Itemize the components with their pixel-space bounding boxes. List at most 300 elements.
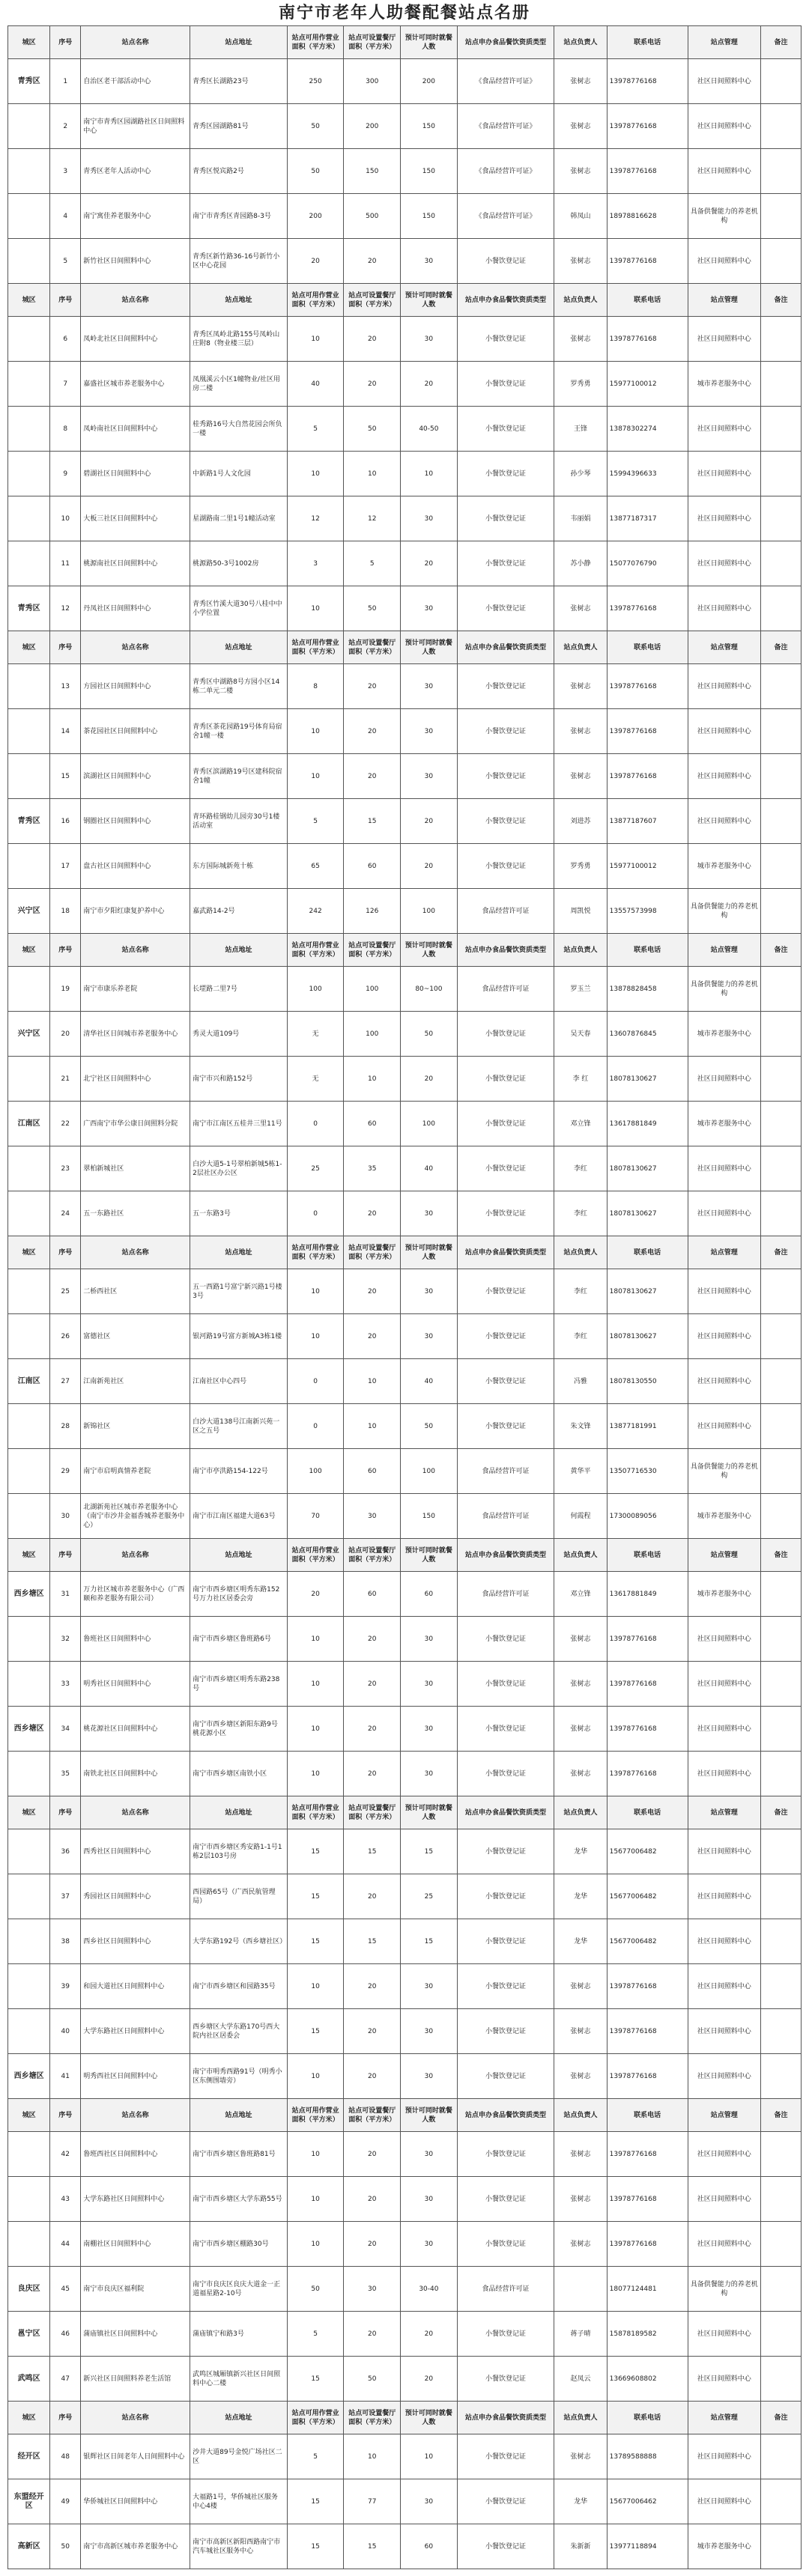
table-cell: 20	[344, 1191, 401, 1236]
table-cell: 朱新新	[554, 2524, 607, 2569]
table-cell: 食品经营许可证	[457, 1572, 554, 1617]
table-cell: 60	[344, 1449, 401, 1494]
district-cell: 邕宁区	[8, 2312, 50, 2357]
table-cell: 清华社区日间城市养老服务中心	[81, 1012, 190, 1057]
table-cell: 银河路19号富方新城A3栋1楼	[190, 1314, 288, 1359]
district-cell	[8, 2222, 50, 2267]
table-cell	[760, 1012, 801, 1057]
table-cell: 15	[344, 2524, 401, 2569]
table-cell: 南宁市明秀西路91号（明秀小区东侧围墙旁）	[190, 2054, 288, 2099]
table-cell	[760, 799, 801, 844]
table-cell: 南棚社区日间照料中心	[81, 2222, 190, 2267]
table-cell: 20	[344, 1269, 401, 1314]
table-header-row	[8, 1539, 802, 1572]
column-header: 序号	[50, 2402, 81, 2434]
table-cell: 20	[344, 1874, 401, 1919]
station-table	[7, 25, 802, 2569]
table-cell: 秀园社区日间照料中心	[81, 1874, 190, 1919]
table-cell: 40	[401, 1359, 458, 1404]
table-cell: 30	[50, 1494, 81, 1539]
table-cell: 中新路1号人文化园	[190, 452, 288, 496]
table-cell: 80~100	[401, 967, 458, 1012]
table-cell: 五一东路社区	[81, 1191, 190, 1236]
column-header: 备注	[760, 2402, 801, 2434]
table-cell: 18	[50, 889, 81, 934]
table-cell: 社区日间照料中心	[688, 1404, 760, 1449]
table-cell: 自治区老干部活动中心	[81, 59, 190, 104]
table-cell: 10	[344, 452, 401, 496]
table-cell: 华侨城社区日间照料中心	[81, 2479, 190, 2524]
district-cell: 西乡塘区	[8, 1572, 50, 1617]
table-cell: 无	[287, 1057, 344, 1102]
table-cell: 47	[50, 2357, 81, 2402]
table-cell: 西乡塘区大学东路170号西大院内社区居委会	[190, 2009, 288, 2054]
table-cell	[760, 407, 801, 452]
table-cell: 10	[344, 2434, 401, 2479]
table-cell	[760, 59, 801, 104]
column-header: 站点申办食品餐饮资质类型	[457, 284, 554, 317]
table-cell: 翠柏新城社区	[81, 1146, 190, 1191]
table-cell: 10	[287, 1269, 344, 1314]
table-cell: 20	[344, 1617, 401, 1662]
table-cell: 65	[287, 844, 344, 889]
table-cell	[760, 1102, 801, 1146]
table-cell: 青秀区中湖路8号方园小区14栋二单元二楼	[190, 664, 288, 709]
table-cell: 丹凤社区日间照料中心	[81, 586, 190, 631]
table-cell: 15677006482	[607, 1919, 688, 1964]
table-cell: 城市养老服务中心	[688, 1012, 760, 1057]
table-cell: 社区日间照料中心	[688, 664, 760, 709]
table-cell: 凤凰溪云小区1幢物业/社区用房二楼	[190, 362, 288, 407]
table-cell: 城市养老服务中心	[688, 362, 760, 407]
district-cell: 青秀区	[8, 59, 50, 104]
table-cell: 鲁班社区日间照料中心	[81, 1617, 190, 1662]
table-row	[8, 1919, 802, 1964]
column-header: 站点申办食品餐饮资质类型	[457, 2099, 554, 2132]
table-cell	[760, 1617, 801, 1662]
table-cell: 20	[401, 1057, 458, 1102]
table-row	[8, 1191, 802, 1236]
table-cell: 18078130627	[607, 1314, 688, 1359]
column-header: 站点申办食品餐饮资质类型	[457, 1539, 554, 1572]
table-cell	[760, 496, 801, 541]
column-header: 站点可设置餐厅面积（平方米）	[344, 1539, 401, 1572]
table-cell: 40	[50, 2009, 81, 2054]
table-cell: 18978816628	[607, 194, 688, 239]
table-cell: 青秀区茶花园路19号体育局宿舍1幢一楼	[190, 709, 288, 754]
table-cell: 南宁市青秀区园湖路社区日间照料中心	[81, 104, 190, 149]
table-cell: 30	[401, 1662, 458, 1707]
table-cell: 食品经营许可证	[457, 1494, 554, 1539]
district-cell: 兴宁区	[8, 1012, 50, 1057]
table-cell: 242	[287, 889, 344, 934]
column-header: 站点名称	[81, 26, 190, 59]
district-cell	[8, 1449, 50, 1494]
table-cell: 40-50	[401, 407, 458, 452]
table-cell: 具备供餐能力的养老机构	[688, 2267, 760, 2312]
table-cell: 10	[287, 317, 344, 362]
table-cell: 19	[50, 967, 81, 1012]
column-header: 站点负责人	[554, 2099, 607, 2132]
table-cell: 东方国际城新苑十栋	[190, 844, 288, 889]
table-cell: 食品经营许可证	[457, 1449, 554, 1494]
table-cell: 南宁市西乡塘区新阳东路9号桃花源小区	[190, 1707, 288, 1752]
table-cell: 20	[401, 844, 458, 889]
table-cell	[760, 2132, 801, 2177]
table-cell: 张树志	[554, 239, 607, 284]
table-cell: 13978776168	[607, 104, 688, 149]
table-cell: 南宁市西乡塘区鲁班路81号	[190, 2132, 288, 2177]
table-cell: 《食品经营许可证》	[457, 104, 554, 149]
table-cell: 13789588888	[607, 2434, 688, 2479]
column-header: 备注	[760, 1236, 801, 1269]
column-header: 站点管理	[688, 1796, 760, 1829]
district-cell	[8, 194, 50, 239]
table-row	[8, 496, 802, 541]
table-cell	[760, 2267, 801, 2312]
table-row	[8, 1269, 802, 1314]
table-row	[8, 2434, 802, 2479]
table-cell	[760, 1494, 801, 1539]
table-cell: 广西南宁市华公康日间照料分院	[81, 1102, 190, 1146]
table-cell: 20	[401, 362, 458, 407]
column-header: 联系电话	[607, 2099, 688, 2132]
table-cell: 13978776168	[607, 1617, 688, 1662]
table-cell	[760, 2524, 801, 2569]
column-header: 城区	[8, 1539, 50, 1572]
column-header: 序号	[50, 26, 81, 59]
table-cell: 10	[344, 1359, 401, 1404]
column-header: 站点管理	[688, 2402, 760, 2434]
table-cell: 小餐饮登记证	[457, 452, 554, 496]
table-cell: 具备供餐能力的养老机构	[688, 194, 760, 239]
table-cell: 18077124481	[607, 2267, 688, 2312]
column-header: 站点可设置餐厅面积（平方米）	[344, 2402, 401, 2434]
table-cell: 30	[401, 2222, 458, 2267]
table-cell	[760, 1146, 801, 1191]
table-cell: 罗秀勇	[554, 362, 607, 407]
table-cell: 10	[287, 1617, 344, 1662]
table-cell: 250	[287, 59, 344, 104]
table-cell: 18078130627	[607, 1057, 688, 1102]
column-header: 站点地址	[190, 2099, 288, 2132]
table-cell: 社区日间照料中心	[688, 239, 760, 284]
district-cell	[8, 541, 50, 586]
table-cell: 桃源路50-3号1002房	[190, 541, 288, 586]
column-header: 站点名称	[81, 1539, 190, 1572]
table-cell: 青秀区园湖路81号	[190, 104, 288, 149]
table-cell: 南宁市西乡塘区明秀东路238号	[190, 1662, 288, 1707]
table-cell: 60	[344, 1572, 401, 1617]
table-cell: 5	[287, 407, 344, 452]
table-cell: 小餐饮登记证	[457, 1359, 554, 1404]
table-cell	[760, 1919, 801, 1964]
table-row	[8, 1829, 802, 1874]
table-cell: 0	[287, 1404, 344, 1449]
table-cell: 社区日间照料中心	[688, 754, 760, 799]
table-cell: 吴天春	[554, 1012, 607, 1057]
table-cell: 小餐饮登记证	[457, 496, 554, 541]
table-cell: 周凯悦	[554, 889, 607, 934]
district-cell: 良庆区	[8, 2267, 50, 2312]
column-header: 站点可设置餐厅面积（平方米）	[344, 284, 401, 317]
column-header: 站点管理	[688, 1539, 760, 1572]
column-header: 序号	[50, 631, 81, 664]
table-header-row	[8, 1796, 802, 1829]
table-cell: 南宁市西乡塘区棚路30号	[190, 2222, 288, 2267]
table-cell: 小餐饮登记证	[457, 2177, 554, 2222]
table-cell: 青环路桂钢幼儿园旁30号1楼活动室	[190, 799, 288, 844]
district-cell: 西乡塘区	[8, 1707, 50, 1752]
table-cell: 20	[344, 1752, 401, 1796]
table-cell: 白沙大道138号江南新兴苑一区之五号	[190, 1404, 288, 1449]
table-cell: 社区日间照料中心	[688, 709, 760, 754]
table-cell: 嘉武路14-2号	[190, 889, 288, 934]
table-cell: 城市养老服务中心	[688, 844, 760, 889]
table-cell: 二桥西社区	[81, 1269, 190, 1314]
table-cell: 40	[401, 1146, 458, 1191]
table-cell: 17	[50, 844, 81, 889]
table-cell	[760, 362, 801, 407]
table-cell: 桃源南社区日间照料中心	[81, 541, 190, 586]
table-cell: 42	[50, 2132, 81, 2177]
table-cell: 15	[344, 1919, 401, 1964]
table-header-row	[8, 2099, 802, 2132]
table-cell: 13978776168	[607, 2054, 688, 2099]
table-cell: 18078130550	[607, 1359, 688, 1404]
table-cell	[760, 1404, 801, 1449]
district-cell	[8, 844, 50, 889]
table-cell: 社区日间照料中心	[688, 104, 760, 149]
table-cell: 青秀区新竹路36-16号新竹小区中心花园	[190, 239, 288, 284]
table-cell: 南宁市西乡塘区秀安路1-1号1栋2层103号房	[190, 1829, 288, 1874]
table-cell: 30	[344, 2267, 401, 2312]
column-header: 城区	[8, 26, 50, 59]
column-header: 站点地址	[190, 934, 288, 967]
table-cell: 77	[344, 2479, 401, 2524]
table-cell	[760, 754, 801, 799]
table-cell: 碧湖社区日间照料中心	[81, 452, 190, 496]
table-row	[8, 317, 802, 362]
table-cell: 社区日间照料中心	[688, 2009, 760, 2054]
table-cell: 31	[50, 1572, 81, 1617]
column-header: 联系电话	[607, 1539, 688, 1572]
district-cell	[8, 709, 50, 754]
table-cell: 41	[50, 2054, 81, 2099]
table-cell: 30	[401, 1314, 458, 1359]
table-cell: 28	[50, 1404, 81, 1449]
table-cell: 大学东路社区日间照料中心	[81, 2177, 190, 2222]
table-cell: 社区日间照料中心	[688, 2357, 760, 2402]
table-cell: 李红	[554, 1146, 607, 1191]
table-cell: 22	[50, 1102, 81, 1146]
column-header: 站点名称	[81, 2099, 190, 2132]
table-cell: 12	[344, 496, 401, 541]
table-cell: 张树志	[554, 317, 607, 362]
column-header: 站点申办食品餐饮资质类型	[457, 26, 554, 59]
district-cell: 西乡塘区	[8, 2054, 50, 2099]
table-row	[8, 2267, 802, 2312]
table-row	[8, 59, 802, 104]
district-cell	[8, 1662, 50, 1707]
table-cell: 17300089056	[607, 1494, 688, 1539]
table-cell	[760, 1829, 801, 1874]
table-cell: 黄华平	[554, 1449, 607, 1494]
column-header: 站点可用作营业面积（平方米）	[287, 1539, 344, 1572]
table-header-row	[8, 284, 802, 317]
table-cell: 18078130627	[607, 1146, 688, 1191]
table-row	[8, 1874, 802, 1919]
table-cell: 30	[401, 1707, 458, 1752]
table-cell: 茶花园社区日间照料中心	[81, 709, 190, 754]
column-header: 序号	[50, 1236, 81, 1269]
table-cell: 10	[50, 496, 81, 541]
table-cell: 龙华	[554, 1829, 607, 1874]
district-cell	[8, 1404, 50, 1449]
table-row	[8, 709, 802, 754]
column-header: 备注	[760, 26, 801, 59]
table-cell: 冯雅	[554, 1359, 607, 1404]
table-cell: 南宁市西乡塘区大学东路55号	[190, 2177, 288, 2222]
table-cell: 30	[401, 2132, 458, 2177]
table-cell: 20	[401, 541, 458, 586]
table-cell: 30	[401, 2054, 458, 2099]
column-header: 站点名称	[81, 2402, 190, 2434]
table-cell: 30	[401, 709, 458, 754]
table-cell: 49	[50, 2479, 81, 2524]
column-header: 预计可同时就餐人数	[401, 284, 458, 317]
column-header: 站点可设置餐厅面积（平方米）	[344, 631, 401, 664]
table-cell: 20	[344, 2222, 401, 2267]
district-cell	[8, 362, 50, 407]
table-cell: 36	[50, 1829, 81, 1874]
table-cell: 20	[344, 317, 401, 362]
table-row	[8, 2054, 802, 2099]
table-cell: 37	[50, 1874, 81, 1919]
table-cell: 20	[50, 1012, 81, 1057]
district-cell	[8, 317, 50, 362]
table-cell: 蒲庙镇宁和路3号	[190, 2312, 288, 2357]
table-cell: 南宁市良庆区良庆大道金一正道福星路2-10号	[190, 2267, 288, 2312]
district-cell	[8, 1874, 50, 1919]
table-cell: 桂秀路16号大自然花园会所负一楼	[190, 407, 288, 452]
table-cell: 18078130627	[607, 1269, 688, 1314]
table-cell: 15977100012	[607, 362, 688, 407]
table-cell: 南宁寓佳养老服务中心	[81, 194, 190, 239]
table-cell: 30	[401, 2177, 458, 2222]
table-cell: 小餐饮登记证	[457, 1146, 554, 1191]
column-header: 站点申办食品餐饮资质类型	[457, 2402, 554, 2434]
table-cell: 15994396633	[607, 452, 688, 496]
table-cell: 小餐饮登记证	[457, 407, 554, 452]
table-row	[8, 1057, 802, 1102]
column-header: 站点名称	[81, 1236, 190, 1269]
table-cell: 35	[50, 1752, 81, 1796]
table-cell: 北湖新苑社区城市养老服务中心（南宁市沙井金福香城养老服务中心）	[81, 1494, 190, 1539]
table-cell: 8	[50, 407, 81, 452]
table-cell	[760, 194, 801, 239]
table-cell: 14	[50, 709, 81, 754]
table-cell: 15677006482	[607, 1829, 688, 1874]
column-header: 城区	[8, 2402, 50, 2434]
table-cell: 50	[344, 586, 401, 631]
table-cell: 30	[401, 1752, 458, 1796]
district-cell	[8, 1829, 50, 1874]
table-cell: 社区日间照料中心	[688, 1752, 760, 1796]
table-cell: 5	[287, 799, 344, 844]
table-cell	[760, 104, 801, 149]
table-cell: 5	[344, 541, 401, 586]
table-cell	[760, 889, 801, 934]
district-cell: 东盟经开区	[8, 2479, 50, 2524]
column-header: 站点名称	[81, 284, 190, 317]
table-cell	[760, 541, 801, 586]
table-cell: 10	[287, 1662, 344, 1707]
table-cell: 30	[401, 754, 458, 799]
table-cell: 小餐饮登记证	[457, 2434, 554, 2479]
table-header-row	[8, 631, 802, 664]
table-cell: 社区日间照料中心	[688, 59, 760, 104]
column-header: 序号	[50, 2099, 81, 2132]
table-cell: 48	[50, 2434, 81, 2479]
table-cell: 30	[401, 496, 458, 541]
table-cell: 小餐饮登记证	[457, 1617, 554, 1662]
table-cell: 30	[401, 1964, 458, 2009]
table-row	[8, 2222, 802, 2267]
table-cell: 15977100012	[607, 844, 688, 889]
table-cell: 20	[344, 709, 401, 754]
table-cell: 社区日间照料中心	[688, 1269, 760, 1314]
table-cell: 13507716530	[607, 1449, 688, 1494]
table-cell	[760, 2434, 801, 2479]
table-cell: 小餐饮登记证	[457, 2222, 554, 2267]
column-header: 站点可设置餐厅面积（平方米）	[344, 1796, 401, 1829]
table-cell: 小餐饮登记证	[457, 1057, 554, 1102]
column-header: 预计可同时就餐人数	[401, 1539, 458, 1572]
district-cell	[8, 1617, 50, 1662]
table-cell: 21	[50, 1057, 81, 1102]
table-cell: 社区日间照料中心	[688, 2132, 760, 2177]
table-cell: 10	[287, 2222, 344, 2267]
district-cell	[8, 1752, 50, 1796]
table-cell	[760, 2177, 801, 2222]
table-cell: 武鸣区城厢镇新兴社区日间照料中心二楼	[190, 2357, 288, 2402]
table-cell: 西乡社区日间照料中心	[81, 1919, 190, 1964]
table-cell: 社区日间照料中心	[688, 586, 760, 631]
table-cell: 20	[401, 799, 458, 844]
district-cell	[8, 239, 50, 284]
table-cell: 15	[50, 754, 81, 799]
column-header: 站点可设置餐厅面积（平方米）	[344, 2099, 401, 2132]
table-cell: 15677006482	[607, 1874, 688, 1919]
column-header: 站点负责人	[554, 1236, 607, 1269]
table-cell: 社区日间照料中心	[688, 1057, 760, 1102]
column-header: 站点管理	[688, 26, 760, 59]
table-cell: 20	[287, 1572, 344, 1617]
table-cell: 城市养老服务中心	[688, 1572, 760, 1617]
table-cell: 张树志	[554, 1662, 607, 1707]
table-cell: 13978776168	[607, 149, 688, 194]
column-header: 站点可用作营业面积（平方米）	[287, 1796, 344, 1829]
table-cell: 20	[344, 664, 401, 709]
table-cell: 30	[401, 2009, 458, 2054]
table-cell: 10	[287, 2177, 344, 2222]
table-cell: 8	[287, 664, 344, 709]
table-cell: 34	[50, 1707, 81, 1752]
district-cell	[8, 1494, 50, 1539]
column-header: 站点可设置餐厅面积（平方米）	[344, 26, 401, 59]
table-row	[8, 1572, 802, 1617]
